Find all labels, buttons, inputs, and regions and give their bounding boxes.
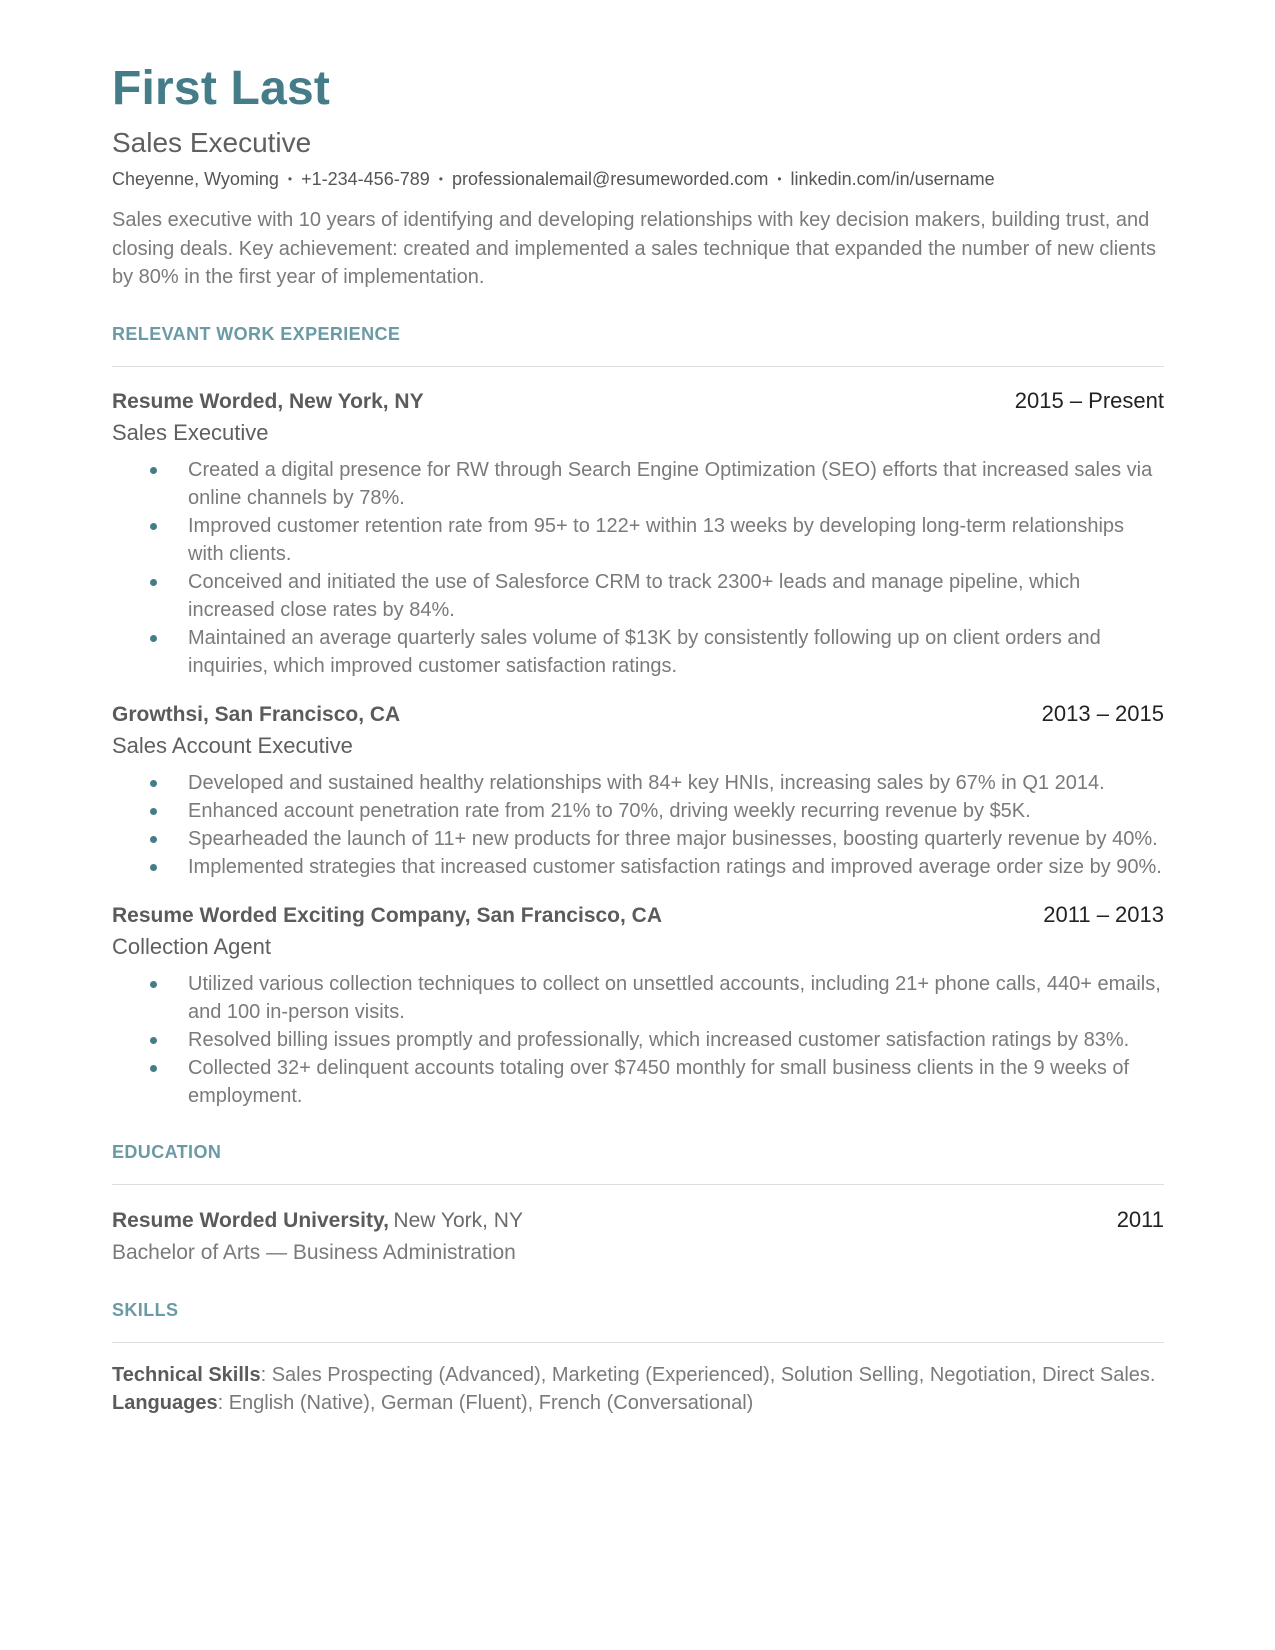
contact-email[interactable]: professionalemail@resumeworded.com [451, 169, 769, 189]
skills-block [112, 1361, 1164, 1417]
bullet-item [112, 512, 1164, 568]
bullet-item [112, 1054, 1164, 1110]
job-dates: 2013 – 2015 [1041, 700, 1164, 726]
bullet-item [112, 568, 1164, 624]
bullet-dot-icon [150, 467, 157, 474]
bullet-text: Implemented strategies that increased customer satisfaction ratings and improved average order size by 90%. [188, 855, 1162, 878]
contact-phone: +1-234-456-789 [301, 169, 430, 189]
bullet-item [112, 825, 1164, 853]
bullet-dot-icon [150, 808, 157, 815]
skills-languages-label: Languages [112, 1391, 218, 1414]
bullet-item [112, 624, 1164, 680]
bullet-dot-icon [150, 981, 157, 988]
bullet-item [112, 1026, 1164, 1054]
job-entry [112, 901, 1164, 1110]
job-role: Sales Executive [112, 419, 269, 445]
contact-separator: • [287, 172, 293, 186]
bullet-dot-icon [150, 1037, 157, 1044]
resume-page [112, 60, 1164, 1417]
bullet-text: Developed and sustained healthy relationships with 84+ key HNIs, increasing sales by 67% in Q1 2014. [188, 771, 1105, 794]
job-bullets [112, 769, 1164, 881]
education-school: Resume Worded University, [112, 1208, 389, 1232]
bullet-item [112, 970, 1164, 1026]
job-header [112, 387, 1164, 416]
skills-technical-label: Technical Skills [112, 1363, 261, 1386]
bullet-dot-icon [150, 780, 157, 787]
job-header [112, 700, 1164, 729]
education-location: New York, NY [393, 1208, 523, 1232]
bullet-item [112, 769, 1164, 797]
contact-location: Cheyenne, Wyoming [112, 169, 279, 189]
bullet-text: Spearheaded the launch of 11+ new products for three major businesses, boosting quarterly revenue by 40%. [188, 827, 1158, 850]
bullet-dot-icon [150, 864, 157, 871]
bullet-text: Utilized various collection techniques to collect on unsettled accounts, including 21+ phone calls, 440+ emails, and 100 in-person visits. [188, 972, 1161, 1023]
bullet-text: Enhanced account penetration rate from 21% to 70%, driving weekly recurring revenue by $5K. [188, 799, 1031, 822]
candidate-title: Sales Executive [112, 127, 312, 158]
skills-technical [112, 1361, 1164, 1389]
education-school-line [112, 1206, 523, 1238]
bullet-item [112, 797, 1164, 825]
section-divider [112, 1342, 1164, 1343]
skills-languages-value: : English (Native), German (Fluent), French (Conversational) [217, 1391, 754, 1414]
bullet-dot-icon [150, 635, 157, 642]
contact-line [112, 167, 1164, 191]
job-bullets [112, 970, 1164, 1110]
bullet-text: Created a digital presence for RW through Search Engine Optimization (SEO) efforts that increased sales via online channels by 78%. [188, 458, 1153, 509]
job-role: Sales Account Executive [112, 732, 353, 758]
bullet-text: Collected 32+ delinquent accounts totaling over $7450 monthly for small business clients in the 9 weeks of employment. [188, 1056, 1130, 1107]
job-company: Resume Worded, New York, NY [112, 389, 424, 413]
job-company: Growthsi, San Francisco, CA [112, 702, 401, 726]
job-entry [112, 700, 1164, 881]
bullet-text: Resolved billing issues promptly and professionally, which increased customer satisfaction ratings by 83%. [188, 1028, 1130, 1051]
education-year: 2011 [1116, 1206, 1164, 1232]
bullet-text: Improved customer retention rate from 95+ to 122+ within 13 weeks by developing long-term relationships with clients. [188, 514, 1125, 565]
section-divider [112, 1184, 1164, 1185]
contact-separator: • [438, 172, 443, 186]
bullet-dot-icon [150, 579, 157, 586]
section-divider [112, 366, 1164, 367]
job-company: Resume Worded Exciting Company, San Francisco, CA [112, 903, 663, 927]
skills-languages [112, 1389, 1164, 1417]
education-entry [112, 1205, 1164, 1238]
candidate-name: First Last [112, 62, 331, 115]
skills-technical-value: : Sales Prospecting (Advanced), Marketing (Experienced), Solution Selling, Negotiation, Direct Sales. [260, 1363, 1156, 1386]
education-degree: Bachelor of Arts — Business Administration [112, 1240, 516, 1264]
bullet-item [112, 456, 1164, 512]
job-dates: 2015 – Present [1014, 387, 1164, 413]
job-role: Collection Agent [112, 933, 271, 959]
bullet-dot-icon [150, 1065, 157, 1072]
job-dates: 2011 – 2013 [1043, 901, 1164, 927]
bullet-text: Conceived and initiated the use of Salesforce CRM to track 2300+ leads and manage pipeline, which increased close rates by 84%. [188, 570, 1081, 621]
job-bullets [112, 456, 1164, 680]
bullet-item [112, 853, 1164, 881]
job-entry [112, 387, 1164, 680]
bullet-text: Maintained an average quarterly sales volume of $13K by consistently following up on client orders and inquiries, which improved customer satisfaction ratings. [188, 626, 1101, 677]
bullet-dot-icon [150, 523, 157, 530]
summary-paragraph: Sales executive with 10 years of identifying and developing relationships with key decision makers, building trust, and closing deals. Key achievement: created and implemented a sales technique that expanded the number of new clients by 80% in the first year of implementation. [112, 209, 1156, 288]
job-header [112, 901, 1164, 930]
section-heading-skills: SKILLS [112, 1299, 179, 1320]
section-heading-experience: RELEVANT WORK EXPERIENCE [112, 323, 401, 344]
contact-separator: • [777, 172, 782, 186]
section-heading-education: EDUCATION [112, 1141, 222, 1162]
contact-linkedin[interactable]: linkedin.com/in/username [790, 169, 995, 189]
bullet-dot-icon [150, 836, 157, 843]
